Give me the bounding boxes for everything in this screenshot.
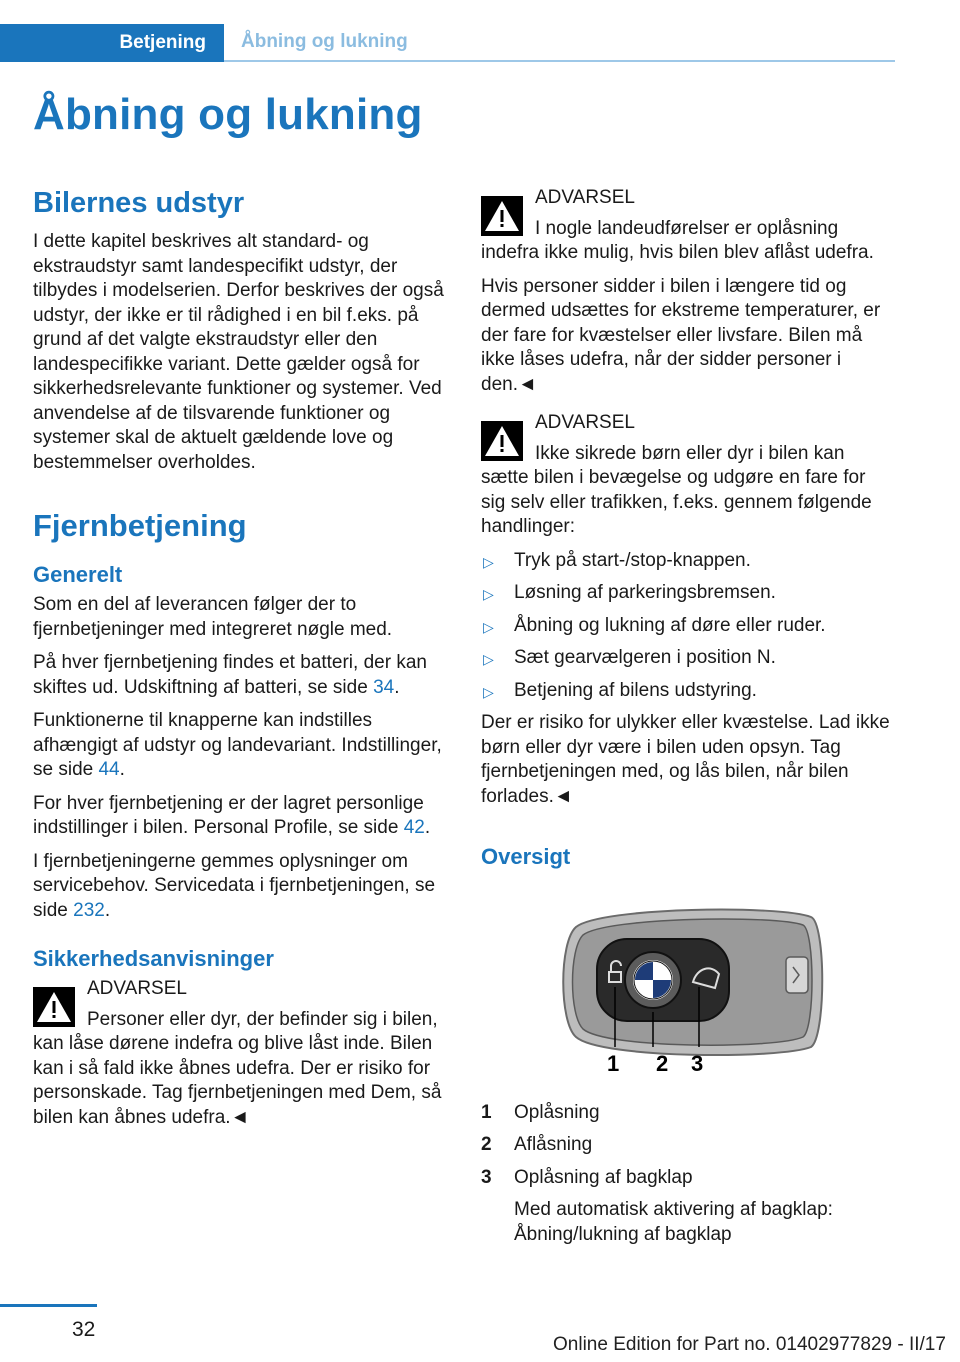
paragraph-g4: For hver fjernbetjening er der lagret personlige indstillinger i bilen. Personal Profile, se side 42.	[33, 792, 431, 838]
paragraph-g5: I fjernbetjeningerne gemmes oplysninger om servicebehov. Servicedata i fjernbetjeningen, se side 232.	[33, 850, 436, 921]
edition-info: Online Edition for Part no. 01402977829 - II/17	[553, 1334, 946, 1355]
callout-label-2: 2	[656, 1051, 669, 1076]
page-link-232[interactable]: 232	[73, 899, 105, 921]
key-fob-illustration	[481, 887, 893, 1087]
list-item: ▷ Sæt gearvælgeren i position N.	[481, 646, 893, 671]
page-link-44[interactable]: 44	[98, 759, 120, 780]
bullet-triangle-icon: ▷	[483, 651, 494, 667]
bullet-triangle-icon: ▷	[483, 618, 494, 635]
list-item: ▷ Betjening af bilens udstyring.	[481, 679, 893, 704]
warning-block-2	[481, 186, 893, 266]
paragraph-w3-extra: Der er risiko for ulykker eller kvæstelse. Lad ikke børn eller dyr være i bilen uden opsyn. Tag fjernbetjeningen med, og lås bilen, når bilen forlades.◄	[481, 712, 890, 807]
legend-item-1: 1 Oplåsning	[481, 1101, 600, 1123]
bullet-triangle-icon: ▷	[483, 683, 494, 700]
warning-text: I nogle landeudførelser er oplåsning indefra ikke mulig, hvis bilen blev aflåst udefra.	[481, 217, 874, 263]
paragraph-w2-extra: Hvis personer sidder i bilen i længere tid og dermed udsættes for ekstreme temperaturer, er der fare for kvæstelser eller livsfare. Bilen må ikke låses udefra, når der sidder personer i den.◄	[481, 275, 881, 395]
warning-label: ADVARSEL	[535, 187, 635, 208]
left-column	[33, 186, 445, 1139]
paragraph-g3: Funktionerne til knapperne kan indstilles afhængigt af udstyr og landevariant. Indstillinger, se side 44.	[33, 710, 442, 780]
warning-text: Ikke sikrede børn eller dyr i bilen kan sætte bilen i bevægelse og udgøre en fare for sig selv eller trafikken, f.eks. gennem følgende handlinger:	[481, 442, 872, 537]
bullet-triangle-icon: ▷	[483, 553, 494, 570]
callout-label-1: 1	[607, 1051, 620, 1076]
legend-item-2: 2 Aflåsning	[481, 1134, 593, 1155]
page-link-42[interactable]: 42	[403, 817, 425, 838]
tab-section[interactable]: Åbning og lukning	[241, 31, 408, 52]
list-item: ▷ Tryk på start-/stop-knappen.	[481, 549, 893, 574]
warning-triangle-icon	[481, 196, 523, 236]
heading-fjernbetjening: Fjernbetjening	[33, 508, 247, 543]
heading-generelt: Generelt	[33, 562, 123, 587]
paragraph-udstyr: I dette kapitel beskrives alt standard- og ekstraudstyr samt landespecifikt udstyr, der tilbydes i modelserien. Derfor beskrives der også udstyr, der ikke er til rådighed i en bil f.eks. på grund af det valgte ekstraudstyr eller den landespecifikke variant. Dette gælder også for sikkerhedsrelevante funktioner og systemer. Ved anvendelse af de tilsvarende funktioner og systemer skal de aktuelt gældende love og bestemmelser overholdes.	[33, 231, 444, 473]
heading-sikkerhedsanvisninger: Sikkerhedsanvisninger	[33, 946, 274, 971]
warning-label: ADVARSEL	[535, 412, 635, 433]
footer-rule	[0, 1304, 97, 1307]
paragraph-g1: Som en del af leverancen følger der to fjernbetjeninger med integreret nøgle med.	[33, 594, 393, 640]
warning-label: ADVARSEL	[87, 978, 187, 999]
heading-bilernes-udstyr: Bilernes udstyr	[33, 187, 245, 219]
chapter-header	[0, 24, 895, 62]
heading-oversigt: Oversigt	[481, 844, 571, 869]
page-number: 32	[72, 1318, 96, 1341]
page-link-34[interactable]: 34	[373, 676, 395, 698]
warning-block-1	[33, 977, 445, 1130]
bullet-triangle-icon: ▷	[483, 586, 494, 602]
list-item: ▷ Åbning og lukning af døre eller ruder.	[481, 614, 893, 639]
page-title: Åbning og lukning	[33, 90, 423, 139]
warning-block-3	[481, 411, 893, 540]
warning-triangle-icon	[481, 421, 523, 461]
right-column	[481, 186, 893, 1255]
list-item: ▷ Løsning af parkeringsbremsen.	[481, 581, 893, 606]
tab-chapter[interactable]	[0, 24, 224, 62]
paragraph-g2: På hver fjernbetjening findes et batteri, der kan skiftes ud. Udskiftning af batteri, se side 34.	[33, 652, 427, 698]
warning-triangle-icon	[33, 987, 75, 1027]
legend-item-3: 3 Oplåsning af bagklap	[481, 1166, 693, 1188]
callout-label-3: 3	[691, 1051, 704, 1076]
tab-chapter-label: Betjening	[119, 32, 206, 53]
warning-text: Personer eller dyr, der befinder sig i bilen, kan låse dørene indefra og blive låst inde. Bilen kan i så fald ikke åbnes udefra. Der er risiko for personskade. Tag fjernbetjeningen med Dem, så bilen kan åbnes udefra.◄	[33, 1008, 442, 1128]
bullet-list	[481, 549, 893, 704]
legend-item-3-detail: Med automatisk aktivering af bagklap: Åbning/lukning af bagklap	[514, 1199, 833, 1245]
